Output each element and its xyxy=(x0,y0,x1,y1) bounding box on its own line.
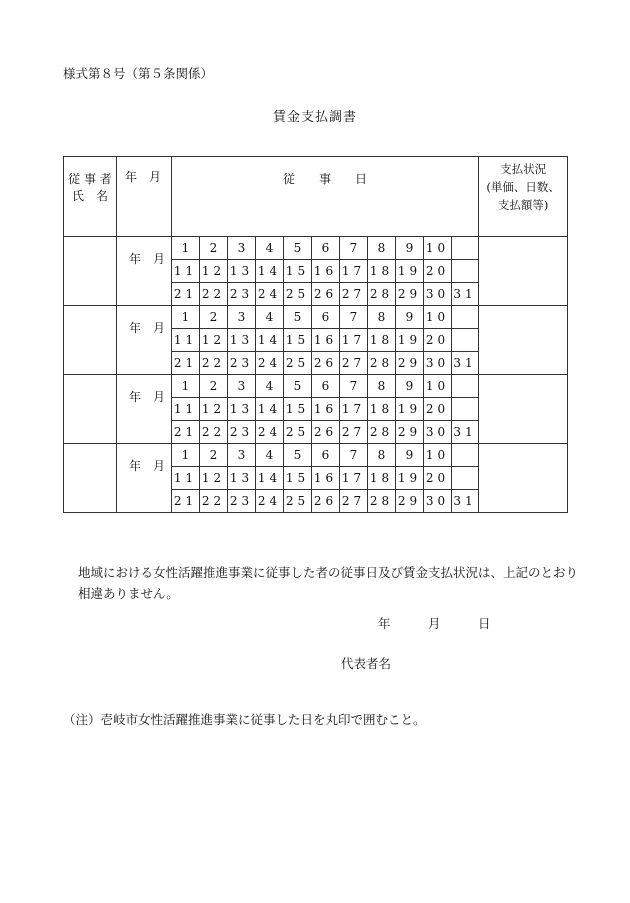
day-cell[interactable]: 28 xyxy=(368,352,396,375)
day-cell[interactable]: 27 xyxy=(340,283,368,306)
day-cell[interactable] xyxy=(452,375,479,398)
day-cell[interactable]: 28 xyxy=(368,283,396,306)
day-cell[interactable]: 24 xyxy=(256,421,284,444)
day-cell[interactable]: 30 xyxy=(424,352,452,375)
day-cell[interactable]: 14 xyxy=(256,398,284,421)
day-cell[interactable]: 20 xyxy=(424,467,452,490)
day-cell[interactable]: 3 xyxy=(228,375,256,398)
day-cell[interactable]: 7 xyxy=(340,237,368,260)
payment-status-cell[interactable] xyxy=(479,444,568,513)
day-cell[interactable]: 27 xyxy=(340,421,368,444)
day-cell[interactable]: 2 xyxy=(200,306,228,329)
day-row xyxy=(64,444,568,467)
day-cell[interactable]: 8 xyxy=(368,444,396,467)
day-cell[interactable]: 6 xyxy=(312,237,340,260)
day-cell[interactable]: 20 xyxy=(424,329,452,352)
day-cell[interactable]: 23 xyxy=(228,352,256,375)
day-cell[interactable]: 20 xyxy=(424,398,452,421)
day-cell[interactable]: 14 xyxy=(256,467,284,490)
day-cell[interactable]: 6 xyxy=(312,306,340,329)
day-cell[interactable]: 7 xyxy=(340,444,368,467)
payment-status-cell[interactable] xyxy=(479,375,568,444)
day-cell[interactable]: 31 xyxy=(452,283,479,306)
day-cell[interactable]: 3 xyxy=(228,237,256,260)
day-cell[interactable]: 8 xyxy=(368,375,396,398)
day-cell[interactable]: 31 xyxy=(452,490,479,513)
day-cell[interactable]: 2 xyxy=(200,237,228,260)
day-cell[interactable]: 31 xyxy=(452,352,479,375)
day-cell[interactable]: 24 xyxy=(256,490,284,513)
day-cell[interactable]: 5 xyxy=(284,306,312,329)
day-cell[interactable]: 3 xyxy=(228,444,256,467)
year-month-cell[interactable]: 年 月 xyxy=(117,375,172,444)
day-cell[interactable]: 2 xyxy=(200,375,228,398)
day-cell[interactable]: 16 xyxy=(312,260,340,283)
day-cell[interactable]: 10 xyxy=(424,375,452,398)
day-cell[interactable]: 19 xyxy=(396,329,424,352)
day-cell[interactable]: 4 xyxy=(256,306,284,329)
day-cell[interactable] xyxy=(452,329,479,352)
day-cell[interactable]: 25 xyxy=(284,283,312,306)
day-cell[interactable]: 7 xyxy=(340,306,368,329)
day-cell[interactable]: 14 xyxy=(256,329,284,352)
header-year-month: 年 月 xyxy=(117,157,172,237)
day-cell[interactable]: 9 xyxy=(396,306,424,329)
day-cell[interactable]: 6 xyxy=(312,375,340,398)
day-cell[interactable]: 5 xyxy=(284,444,312,467)
day-cell[interactable]: 3 xyxy=(228,306,256,329)
day-cell[interactable]: 8 xyxy=(368,306,396,329)
day-cell[interactable]: 23 xyxy=(228,421,256,444)
day-cell[interactable]: 12 xyxy=(200,467,228,490)
day-cell[interactable]: 29 xyxy=(396,283,424,306)
day-cell[interactable]: 12 xyxy=(200,260,228,283)
day-cell[interactable]: 11 xyxy=(172,467,200,490)
day-cell[interactable]: 29 xyxy=(396,421,424,444)
form-number: 様式第８号（第５条関係） xyxy=(63,66,214,81)
day-cell[interactable]: 27 xyxy=(340,490,368,513)
day-cell[interactable]: 4 xyxy=(256,444,284,467)
day-cell[interactable]: 28 xyxy=(368,490,396,513)
day-cell[interactable]: 4 xyxy=(256,237,284,260)
day-cell[interactable] xyxy=(452,260,479,283)
day-cell[interactable]: 17 xyxy=(340,260,368,283)
day-cell[interactable]: 15 xyxy=(284,260,312,283)
day-cell[interactable]: 1 xyxy=(172,306,200,329)
day-cell[interactable]: 5 xyxy=(284,237,312,260)
day-cell[interactable]: 11 xyxy=(172,260,200,283)
day-cell[interactable]: 13 xyxy=(228,398,256,421)
day-cell[interactable]: 28 xyxy=(368,421,396,444)
day-cell[interactable]: 26 xyxy=(312,490,340,513)
day-cell[interactable] xyxy=(452,398,479,421)
day-cell[interactable]: 9 xyxy=(396,237,424,260)
day-cell[interactable]: 17 xyxy=(340,467,368,490)
day-cell[interactable]: 12 xyxy=(200,329,228,352)
day-cell[interactable]: 4 xyxy=(256,375,284,398)
day-cell[interactable]: 9 xyxy=(396,444,424,467)
day-cell[interactable]: 15 xyxy=(284,398,312,421)
header-worker-name-line2: 氏 名 xyxy=(71,189,108,204)
day-cell[interactable]: 24 xyxy=(256,352,284,375)
day-cell[interactable]: 6 xyxy=(312,444,340,467)
day-cell[interactable]: 30 xyxy=(424,490,452,513)
day-cell[interactable]: 30 xyxy=(424,421,452,444)
representative-name-label: 代表者名 xyxy=(341,656,392,671)
day-cell[interactable]: 18 xyxy=(368,329,396,352)
year-month-cell[interactable]: 年 月 xyxy=(117,237,172,306)
day-cell[interactable]: 7 xyxy=(340,375,368,398)
day-cell[interactable]: 19 xyxy=(396,398,424,421)
worker-name-cell[interactable] xyxy=(64,444,117,513)
day-cell[interactable]: 21 xyxy=(172,352,200,375)
day-cell[interactable]: 25 xyxy=(284,490,312,513)
header-status-line3: 支払額等) xyxy=(497,197,549,212)
payment-status-cell[interactable] xyxy=(479,237,568,306)
day-cell[interactable]: 10 xyxy=(424,237,452,260)
year-month-cell[interactable]: 年 月 xyxy=(117,444,172,513)
day-cell[interactable]: 1 xyxy=(172,237,200,260)
header-worker-name xyxy=(64,157,117,237)
day-cell[interactable] xyxy=(452,306,479,329)
day-cell[interactable]: 16 xyxy=(312,329,340,352)
day-cell[interactable]: 23 xyxy=(228,490,256,513)
day-cell[interactable]: 16 xyxy=(312,467,340,490)
header-work-days: 従 事 日 xyxy=(172,157,479,237)
certification-statement: 地域における女性活躍推進事業に従事した者の従事日及び賃金支払状況は、上記のとおり相違ありません。 xyxy=(78,565,579,601)
day-cell[interactable]: 18 xyxy=(368,467,396,490)
day-cell[interactable]: 29 xyxy=(396,352,424,375)
day-cell[interactable]: 17 xyxy=(340,398,368,421)
day-cell[interactable]: 11 xyxy=(172,398,200,421)
day-cell[interactable]: 31 xyxy=(452,421,479,444)
day-cell[interactable]: 10 xyxy=(424,444,452,467)
day-cell[interactable]: 10 xyxy=(424,306,452,329)
day-cell[interactable]: 22 xyxy=(200,421,228,444)
day-cell[interactable]: 17 xyxy=(340,329,368,352)
day-cell[interactable]: 5 xyxy=(284,375,312,398)
day-cell[interactable]: 26 xyxy=(312,421,340,444)
day-cell[interactable]: 11 xyxy=(172,329,200,352)
header-status-line2: (単価、日数、 xyxy=(486,179,560,194)
day-cell[interactable]: 21 xyxy=(172,421,200,444)
day-cell[interactable]: 25 xyxy=(284,421,312,444)
header-payment-status xyxy=(479,157,568,237)
day-cell[interactable]: 21 xyxy=(172,490,200,513)
day-cell[interactable]: 8 xyxy=(368,237,396,260)
wage-payment-table xyxy=(63,156,568,513)
date-line: 年 月 日 xyxy=(378,616,491,631)
document-title: 賃金支払調書 xyxy=(272,110,357,125)
day-cell[interactable] xyxy=(452,467,479,490)
payment-status-cell[interactable] xyxy=(479,306,568,375)
day-cell[interactable] xyxy=(452,444,479,467)
note: （注）壱岐市女性活躍推進事業に従事した日を丸印で囲むこと。 xyxy=(63,712,426,727)
day-cell[interactable]: 29 xyxy=(396,490,424,513)
day-cell[interactable]: 27 xyxy=(340,352,368,375)
worker-name-cell[interactable] xyxy=(64,237,117,306)
day-row xyxy=(64,237,568,260)
day-row xyxy=(64,375,568,398)
day-cell[interactable]: 18 xyxy=(368,398,396,421)
day-cell[interactable]: 18 xyxy=(368,260,396,283)
day-cell[interactable]: 13 xyxy=(228,260,256,283)
day-cell[interactable]: 19 xyxy=(396,260,424,283)
table-header-row xyxy=(64,157,568,237)
day-cell[interactable]: 20 xyxy=(424,260,452,283)
day-cell[interactable]: 14 xyxy=(256,260,284,283)
day-cell[interactable]: 15 xyxy=(284,329,312,352)
worker-name-cell[interactable] xyxy=(64,306,117,375)
day-cell[interactable]: 26 xyxy=(312,283,340,306)
header-worker-name-line1: 従 事 者 xyxy=(68,172,112,186)
day-cell[interactable]: 22 xyxy=(200,283,228,306)
day-cell[interactable]: 21 xyxy=(172,283,200,306)
day-row xyxy=(64,306,568,329)
day-cell[interactable]: 19 xyxy=(396,467,424,490)
day-cell[interactable]: 2 xyxy=(200,444,228,467)
day-cell[interactable]: 22 xyxy=(200,490,228,513)
day-cell[interactable]: 1 xyxy=(172,375,200,398)
header-status-line1: 支払状況 xyxy=(500,162,547,176)
day-cell[interactable]: 26 xyxy=(312,352,340,375)
day-cell[interactable]: 22 xyxy=(200,352,228,375)
day-cell[interactable]: 25 xyxy=(284,352,312,375)
day-cell[interactable] xyxy=(452,237,479,260)
day-cell[interactable]: 13 xyxy=(228,467,256,490)
day-cell[interactable]: 23 xyxy=(228,283,256,306)
day-cell[interactable]: 16 xyxy=(312,398,340,421)
day-cell[interactable]: 1 xyxy=(172,444,200,467)
day-cell[interactable]: 30 xyxy=(424,283,452,306)
day-cell[interactable]: 24 xyxy=(256,283,284,306)
day-cell[interactable]: 9 xyxy=(396,375,424,398)
day-cell[interactable]: 15 xyxy=(284,467,312,490)
day-cell[interactable]: 12 xyxy=(200,398,228,421)
worker-name-cell[interactable] xyxy=(64,375,117,444)
year-month-cell[interactable]: 年 月 xyxy=(117,306,172,375)
day-cell[interactable]: 13 xyxy=(228,329,256,352)
